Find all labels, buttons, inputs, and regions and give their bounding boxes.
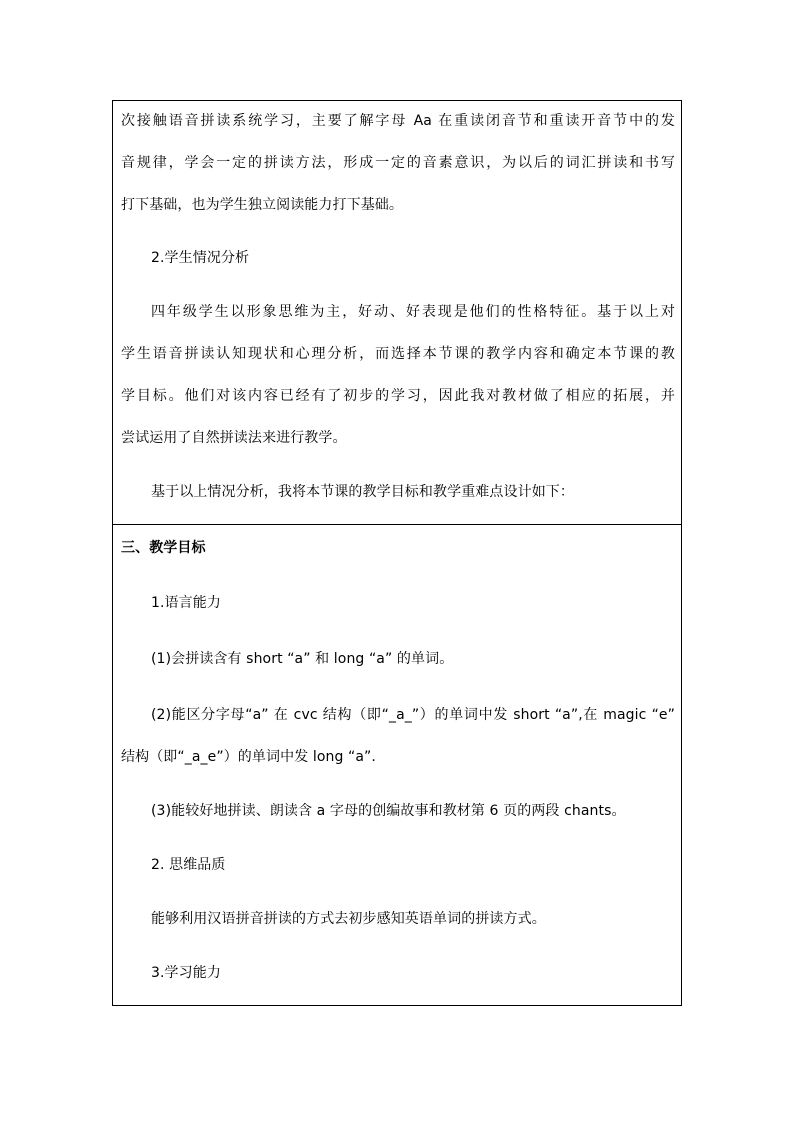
text-line: 结构（即“_a_e”）的单词中发 long “a”. bbox=[121, 749, 376, 765]
text-line: 四年级学生以形象思维为主，好动、好表现是他们的性格特征。基于以上对 bbox=[151, 304, 675, 320]
text-line: (1)会拼读含有 short “a” 和 long “a” 的单词。 bbox=[151, 651, 454, 667]
document-table bbox=[112, 100, 682, 1006]
text-line: 尝试运用了自然拼读法来进行教学。 bbox=[121, 430, 347, 446]
text-line: 能够利用汉语拼音拼读的方式去初步感知英语单词的拼读方式。 bbox=[151, 911, 546, 927]
sub-heading: 1.语言能力 bbox=[151, 595, 221, 611]
sub-heading: 2. 思维品质 bbox=[151, 857, 226, 873]
text-line: 打下基础，也为学生独立阅读能力打下基础。 bbox=[121, 197, 403, 213]
text-line: (2)能区分字母“a” 在 cvc 结构（即“_a_”）的单词中发 short “a”,在 magic “e” bbox=[151, 707, 675, 723]
sub-heading: 3.学习能力 bbox=[151, 965, 221, 981]
text-line: 基于以上情况分析，我将本节课的教学目标和教学重难点设计如下： bbox=[151, 484, 574, 500]
text-line: 次接触语音拼读系统学习，主要了解字母 Aa 在重读闭音节和重读开音节中的发 bbox=[121, 113, 675, 129]
section-heading: 2.学生情况分析 bbox=[151, 250, 250, 266]
text-line: 音规律，学会一定的拼读方法，形成一定的音素意识，为以后的词汇拼读和书写 bbox=[121, 155, 675, 171]
text-line: (3)能较好地拼读、朗读含 a 字母的创编故事和教材第 6 页的两段 chants。 bbox=[151, 803, 626, 819]
text-line: 学生语音拼读认知现状和心理分析，而选择本节课的教学内容和确定本节课的教 bbox=[121, 346, 675, 362]
objectives-cell bbox=[113, 525, 681, 1005]
section-title: 三、教学目标 bbox=[121, 540, 206, 556]
analysis-cell bbox=[113, 101, 681, 525]
text-line: 学目标。他们对该内容已经有了初步的学习，因此我对教材做了相应的拓展，并 bbox=[121, 388, 675, 404]
